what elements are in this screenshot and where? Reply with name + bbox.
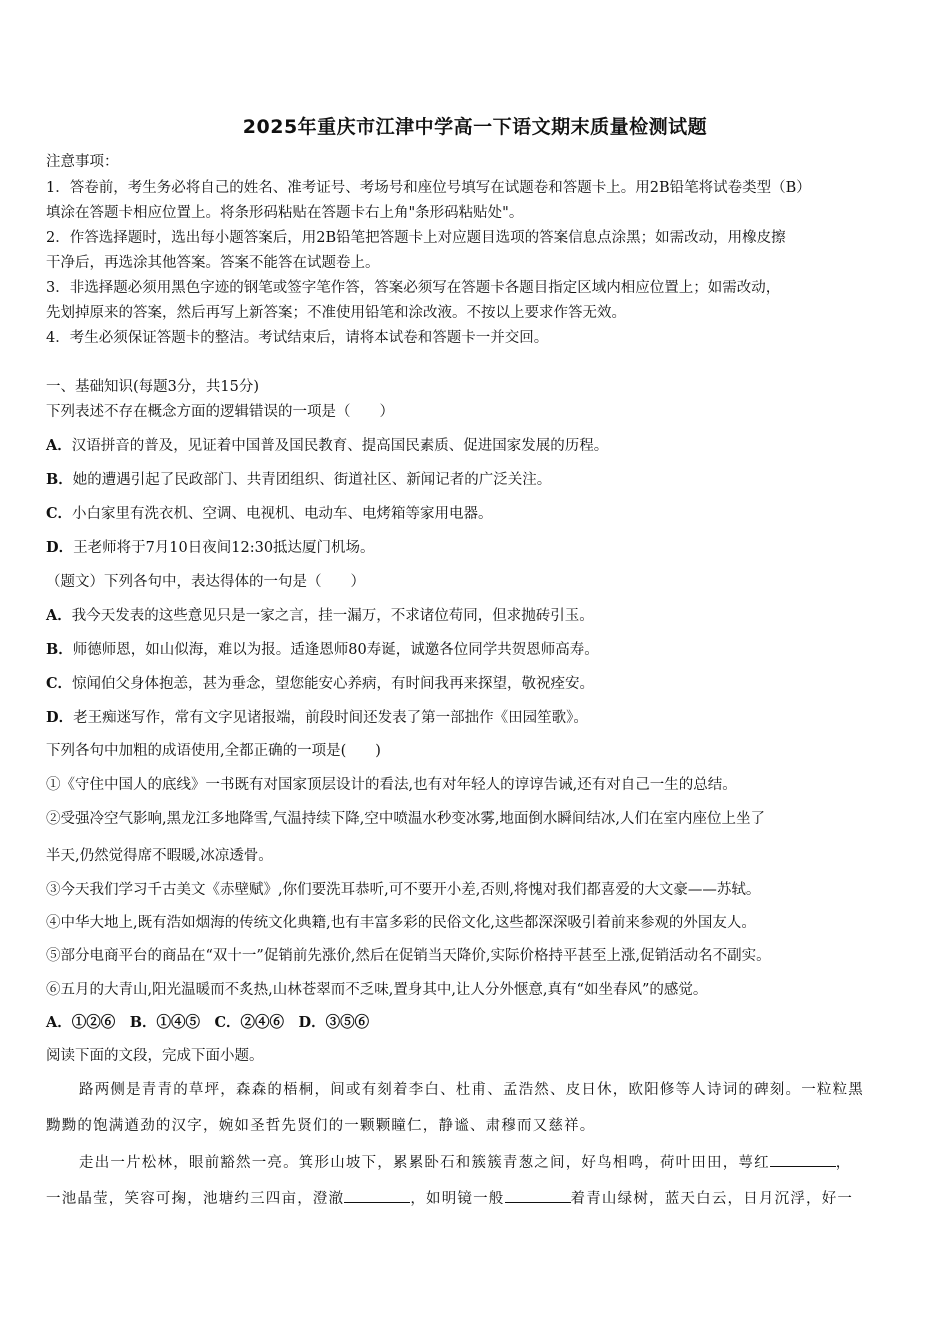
option-label: D．	[46, 709, 74, 726]
reading-line	[79, 1153, 908, 1173]
reading-text: 走出一片松林，眼前豁然一亮。箕形山坡下，累累卧石和簇簇青葱之间，好鸟相鸣，荷叶田田，萼红	[79, 1155, 770, 1171]
notice-line: 4．考生必须保证答题卡的整洁。考试结束后，请将本试卷和答题卡一并交回。	[46, 330, 549, 346]
option-d	[46, 708, 908, 728]
reading-text: 着青山绿树，蓝天白云，日月沉浮，好一	[570, 1191, 854, 1207]
question-stem: 下列各句中加粗的成语使用,全都正确的一项是( )	[46, 743, 381, 759]
page-title: 2025年重庆市江津中学高一下语文期末质量检测试题	[242, 116, 708, 138]
option-d	[46, 538, 908, 558]
option-a	[46, 436, 908, 456]
reading-line: 黝黝的饱满遒劲的汉字，婉如圣哲先贤们的一颗颗瞳仁，静谧、肃穆而又慈祥。	[46, 1118, 596, 1134]
option-text: 师德师恩，如山似海，难以为报。适逢恩师80寿诞，诚邀各位同学共贺恩师高寿。	[72, 642, 599, 658]
option-label: A．	[46, 607, 72, 624]
idiom-item: ⑥五月的大青山,阳光温暖而不炙热,山林苍翠而不乏味,置身其中,让人分外惬意,真有“如坐春风”的感觉。	[46, 982, 708, 998]
notice-line: 干净后，再选涂其他答案。答案不能答在试题卷上。	[46, 255, 380, 271]
reading-line	[46, 1189, 908, 1209]
option-label: D．	[46, 539, 74, 556]
option-text: 她的遭遇引起了民政部门、共青团组织、街道社区、新闻记者的广泛关注。	[72, 472, 552, 488]
option-label: A．	[46, 437, 72, 454]
idiom-item: ③今天我们学习千古美文《赤壁赋》,你们要洗耳恭听,可不要开小差,否则,将愧对我们都喜爱的大文豪——苏轼。	[46, 882, 761, 898]
section-heading: 一、基础知识(每题3分，共15分)	[46, 379, 259, 395]
option-label: B．	[46, 641, 73, 658]
option-text: 惊闻伯父身体抱恙，甚为垂念，望您能安心养病，有时间我再来探望，敬祝痊安。	[72, 676, 595, 692]
option-text: 小白家里有洗衣机、空调、电视机、电动车、电烤箱等家用电器。	[72, 506, 493, 522]
option-text: 王老师将于7月10日夜间12:30抵达厦门机场。	[73, 540, 375, 556]
option-label: C．	[46, 675, 73, 692]
notice-heading: 注意事项：	[46, 154, 119, 170]
option-c	[46, 504, 908, 524]
reading-text: ，如明镜一般	[410, 1191, 505, 1207]
option-c	[46, 674, 908, 694]
reading-text: 一池晶莹，笑容可掬，池塘约三四亩，澄澈	[46, 1191, 345, 1207]
notice-line: 1．答卷前，考生务必将自己的姓名、准考证号、考场号和座位号填写在试题卷和答题卡上。用2B铅笔将试卷类型（B）	[46, 180, 811, 196]
notice-line: 3．非选择题必须用黑色字迹的钢笔或签字笔作答，答案必须写在答题卡各题目指定区域内相应位置上；如需改动，	[46, 280, 781, 296]
reading-intro: 阅读下面的文段，完成下面小题。	[46, 1048, 264, 1064]
notice-line: 填涂在答题卡相应位置上。将条形码粘贴在答题卡右上角"条形码粘贴处"。	[46, 205, 524, 221]
idiom-item: ④中华大地上,既有浩如烟海的传统文化典籍,也有丰富多彩的民俗文化,这些都深深吸引着前来参观的外国友人。	[46, 915, 756, 931]
question-stem: （题文）下列各句中，表达得体的一句是（ ）	[46, 574, 365, 590]
option-label: B．	[46, 471, 73, 488]
idiom-item: ①《守住中国人的底线》一书既有对国家顶层设计的看法,也有对年轻人的谆谆告诫,还有对自己一生的总结。	[46, 777, 737, 793]
idiom-item: ②受强冷空气影响,黑龙江多地降雪,气温持续下降,空中喷温水秒变冰雾,地面倒水瞬间结冰,人们在室内座位上坐了	[46, 811, 766, 827]
fill-blank[interactable]	[505, 1190, 571, 1203]
notice-line: 2．作答选择题时，选出每小题答案后，用2B铅笔把答题卡上对应题目选项的答案信息点涂黑；如需改动，用橡皮擦	[46, 230, 786, 246]
reading-line: 路两侧是青青的草坪，森森的梧桐，间或有刻着李白、杜甫、孟浩然、皮日休，欧阳修等人诗词的碑刻。一粒粒黑	[79, 1082, 864, 1098]
option-a	[46, 606, 908, 626]
reading-text: ，	[835, 1155, 852, 1171]
fill-blank[interactable]	[344, 1190, 410, 1203]
option-text: 老王痴迷写作，常有文字见诸报端，前段时间还发表了第一部拙作《田园笙歌》。	[73, 710, 588, 726]
option-text: 汉语拼音的普及，见证着中国普及国民教育、提高国民素质、促进国家发展的历程。	[71, 438, 609, 454]
fill-blank[interactable]	[770, 1154, 836, 1167]
option-label: C．	[46, 505, 73, 522]
option-b	[46, 470, 908, 490]
answer-choices: A．①②⑥ B．①④⑤ C．②④⑥ D．③⑤⑥	[46, 1014, 370, 1031]
question-stem: 下列表述不存在概念方面的逻辑错误的一项是（ ）	[46, 404, 394, 420]
idiom-item: ⑤部分电商平台的商品在“双十一”促销前先涨价,然后在促销当天降价,实际价格持平甚至上涨,促销活动名不副实。	[46, 948, 771, 964]
option-text: 我今天发表的这些意见只是一家之言，挂一漏万，不求诸位苟同，但求抛砖引玉。	[71, 608, 594, 624]
idiom-item: 半天,仍然觉得席不暇暖,冰凉透骨。	[46, 848, 273, 864]
notice-line: 先划掉原来的答案，然后再写上新答案；不准使用铅笔和涂改液。不按以上要求作答无效。	[46, 305, 626, 321]
option-b	[46, 640, 908, 660]
